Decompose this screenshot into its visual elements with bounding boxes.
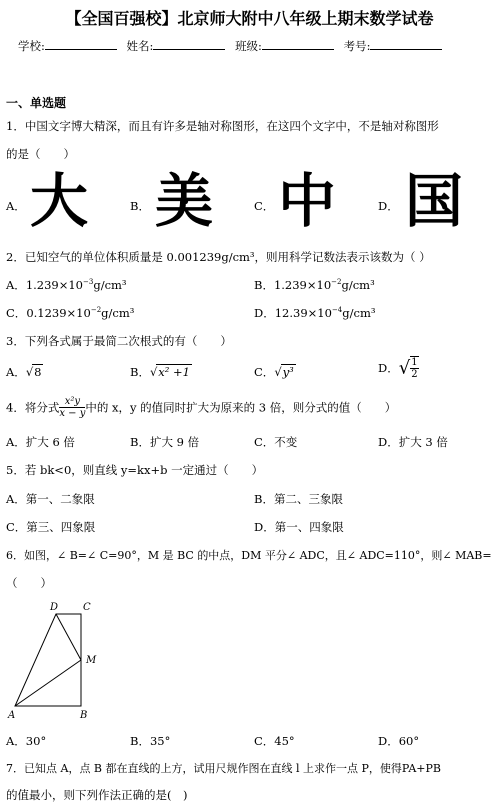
q2-stem: 2．已知空气的单位体积质量是 0.001239g/cm³，则用科学记数法表示该数为（ ） xyxy=(6,250,431,264)
q3-d-fraction: $\frac{1}{2}$ xyxy=(411,357,418,380)
number-blank xyxy=(370,38,442,50)
q4-option-a: A．扩大 6 倍 xyxy=(6,435,75,449)
q4-option-b: B．扩大 9 倍 xyxy=(130,435,200,449)
q1-option-c-label: C． xyxy=(254,199,275,213)
q7-stem-cont: 的值最小，则下列作法正确的是( ) xyxy=(6,788,188,802)
q1-stem: 1．中国文字博大精深，而且有许多是轴对称图形，在这四个文字中，不是轴对称图形 xyxy=(6,119,439,133)
q1-option-d-label: D． xyxy=(378,199,399,213)
segment-dm xyxy=(56,614,81,660)
number-label: 考号: xyxy=(343,39,371,53)
q6-option-a: A．30° xyxy=(6,734,47,748)
class-blank xyxy=(262,38,334,50)
student-info-line xyxy=(18,38,448,54)
q4-fraction: $\frac{\text{x²y}}{x - y}$ xyxy=(59,396,86,419)
point-label-m: M xyxy=(86,655,97,666)
q3-option-c: C．√y³ xyxy=(254,365,294,379)
q4-option-d: D．扩大 3 倍 xyxy=(378,435,448,449)
q1-option-c-char: 中 xyxy=(278,167,337,235)
q1-stem-cont: 的是（ ） xyxy=(6,147,75,161)
q3-option-b: B．√x² +1 xyxy=(130,365,190,379)
q3-stem: 3．下列各式属于最简二次根式的有（ ） xyxy=(6,334,232,348)
school-label: 学校: xyxy=(18,39,45,53)
q6-option-c: C．45° xyxy=(254,734,295,748)
section-heading: 一、单选题 xyxy=(6,96,67,110)
q6-stem: 6．如图，∠ B=∠ C=90°，M 是 BC 的中点，DM 平分∠ ADC，且∠ ADC=110°，则∠ MAB= xyxy=(6,549,492,562)
page-title: 【全国百强校】北京师大附中八年级上期末数学试卷 xyxy=(65,9,434,28)
q1-option-a-char: 大 xyxy=(30,167,89,235)
name-blank xyxy=(153,38,225,50)
point-label-a: A xyxy=(8,710,16,721)
point-label-c: C xyxy=(83,602,91,613)
q6-option-b: B．35° xyxy=(130,734,171,748)
q5-stem: 5．若 bk<0，则直线 y=kx+b 一定通过（ ） xyxy=(6,463,264,477)
q2-option-b: B．$1.239\times 10^{-2}g$/cm³ xyxy=(254,278,375,292)
q1-option-b-char: 美 xyxy=(155,167,214,235)
q4-stem: 4．将分式 $\frac{\text{x²y}}{x - y}$中的 x，y 的值同时扩大为原来的 3 倍，则分式的值（ ） xyxy=(6,396,397,419)
school-blank xyxy=(45,38,117,50)
q5-option-c: C．第三、四象限 xyxy=(6,520,96,534)
point-label-b: B xyxy=(80,710,88,721)
q4-option-c: C．不变 xyxy=(254,435,298,449)
q2-option-c: C．$0.1239\times 10^{-2}g$/cm³ xyxy=(6,306,135,320)
q5-option-b: B．第二、三象限 xyxy=(254,492,343,506)
name-label: 姓名: xyxy=(126,39,154,53)
q1-option-b-label: B． xyxy=(130,199,150,213)
q2-option-a: A．$1.239\times 10^{-3}g$/cm³ xyxy=(6,278,127,292)
q6-stem-cont: （ ） xyxy=(6,576,52,590)
q1-option-d-char: 国 xyxy=(405,167,464,235)
q5-option-d: D．第一、四象限 xyxy=(254,520,344,534)
q6-option-d: D．60° xyxy=(378,734,420,748)
q6-geometry-figure xyxy=(2,598,112,724)
q5-option-a: A．第一、二象限 xyxy=(6,492,95,506)
q7-stem: 7．已知点 A，点 B 都在直线的上方，试用尺规作图在直线 l 上求作一点 P，使得PA+PB xyxy=(6,762,441,775)
trapezoid-abcd xyxy=(15,614,81,706)
class-label: 班级: xyxy=(235,39,262,53)
q3-option-d: D．√ $\frac{1}{2}$ xyxy=(378,357,418,380)
q2-option-d: D．$12.39\times 10^{-4}g$/cm³ xyxy=(254,306,376,320)
point-label-d: D xyxy=(50,602,59,613)
q1-option-a-label: A． xyxy=(6,199,26,213)
q3-option-a: A．√8 xyxy=(6,365,42,379)
